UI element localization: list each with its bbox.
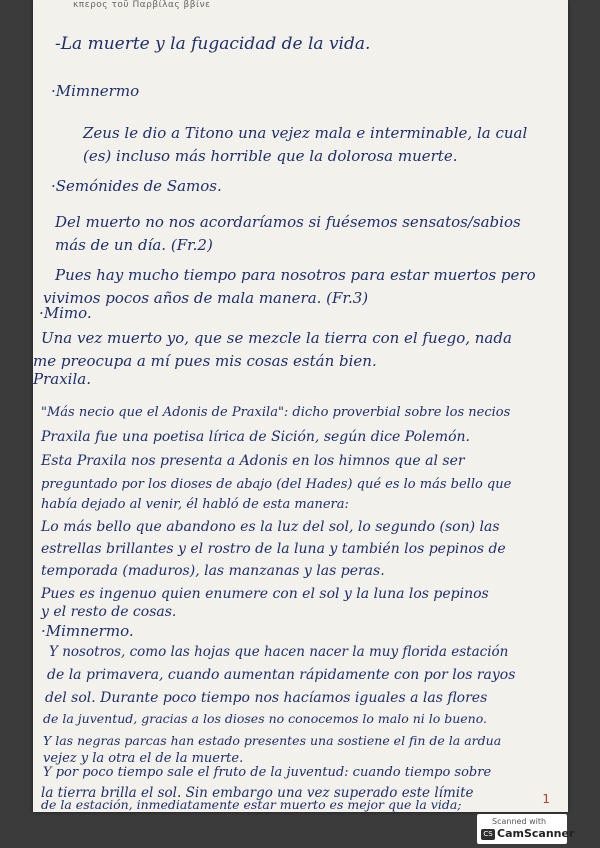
watermark-caption: Scanned with (492, 817, 547, 826)
text-line: Pues es ingenuo quien enumere con el sol y la luna los pepinos (41, 586, 489, 602)
section-heading-mimnermo-2: ·Mimnermo. (41, 622, 134, 640)
text-line: había dejado al venir, él habló de esta manera: (41, 497, 349, 512)
text-line: de la juventud, gracias a los dioses no conocemos lo malo ni lo bueno. (43, 711, 488, 726)
document-title: -La muerte y la fugacidad de la vida. (55, 34, 371, 54)
text-line: Y nosotros, como las hojas que hacen nacer la muy florida estación (49, 644, 509, 660)
section-heading-mimnermo: ·Mimnermo (51, 82, 140, 100)
text-line: estrellas brillantes y el rostro de la luna y también los pepinos de (41, 541, 506, 557)
text-line: vejez y la otra el de la muerte. (43, 751, 244, 766)
text-line: Pues hay mucho tiempo para nosotros para estar muertos pero (55, 266, 536, 284)
text-line: Esta Praxila nos presenta a Adonis en los himnos que al ser (41, 453, 465, 469)
text-line: me preocupa a mí pues mis cosas están bien. (33, 352, 377, 370)
text-line: Lo más bello que abandono es la luz del sol, lo segundo (son) las (41, 519, 500, 535)
camscanner-logo-icon: CS (481, 829, 495, 840)
text-line: Zeus le dio a Titono una vejez mala e interminable, la cual (83, 124, 528, 142)
section-heading-semonides: ·Semónides de Samos. (51, 177, 222, 195)
text-line: Y por poco tiempo sale el fruto de la juventud: cuando tiempo sobre (43, 765, 492, 780)
watermark-brand: CamScanner (497, 827, 575, 840)
text-line: Del muerto no nos acordaríamos si fuésemos sensatos/sabios (55, 213, 521, 231)
text-line: vivimos pocos años de mala manera. (Fr.3) (43, 289, 369, 307)
page-number: 1 (542, 792, 550, 806)
text-line: más de un día. (Fr.2) (55, 236, 213, 254)
text-line: preguntado por los dioses de abajo (del Hades) qué es lo más bello que (41, 477, 512, 492)
text-line: la tierra brilla el sol. Sin embargo una vez superado este límite (41, 785, 474, 801)
section-heading-praxila: Praxila. (33, 370, 91, 388)
scanned-page (33, 0, 568, 812)
text-line: Y las negras parcas han estado presentes una sostiene el fin de la ardua (43, 733, 502, 748)
text-line: del sol. Durante poco tiempo nos hacíamos iguales a las flores (45, 690, 488, 706)
cut-off-header-text: κπερος τοῦ Παρβίλας ββίνε (73, 0, 211, 10)
text-line: de la estación, inmediatamente estar muerto es mejor que la vida; (41, 797, 462, 812)
section-heading-mimo: ·Mimo. (39, 304, 92, 322)
camscanner-watermark (477, 814, 575, 844)
text-line: de la primavera, cuando aumentan rápidamente con por los rayos (47, 667, 516, 683)
text-line: (es) incluso más horrible que la dolorosa muerte. (83, 147, 458, 165)
text-line: y el resto de cosas. (41, 604, 177, 620)
text-line: Praxila fue una poetisa lírica de Sición, según dice Polemón. (41, 429, 470, 445)
text-line: temporada (maduros), las manzanas y las peras. (41, 563, 385, 579)
text-line: Una vez muerto yo, que se mezcle la tierra con el fuego, nada (41, 329, 512, 347)
text-line: "Más necio que el Adonis de Praxila": dicho proverbial sobre los necios (41, 405, 511, 420)
